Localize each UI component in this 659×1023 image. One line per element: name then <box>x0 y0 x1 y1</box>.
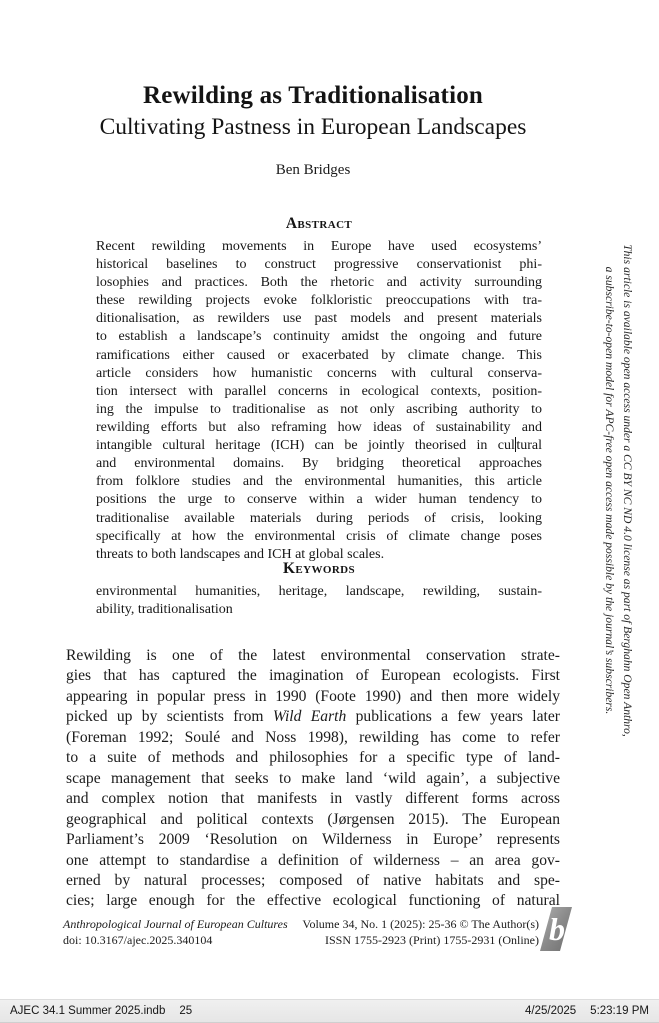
text-line: these rewilding projects evoke folkloristic preoccupations with tra- <box>96 293 542 309</box>
text-line: intangible cultural heritage (ICH) can be jointly theorised in cul tural <box>96 438 542 454</box>
text-line: ability, traditionalisation <box>96 602 233 618</box>
issn-text: ISSN 1755-2923 (Print) 1755-2931 (Online) <box>325 932 539 947</box>
text-line: traditionalise available materials during periods of crisis, looking <box>96 510 542 526</box>
text-line: historical baselines to construct progressive conservationist phi- <box>96 257 542 273</box>
article-body-paragraph <box>66 646 560 912</box>
open-access-note-line2: a subscribe-to-open model for APC-free open access made possible by the journal’s subscribers. <box>603 266 617 715</box>
journal-footer <box>63 917 539 948</box>
text-line: one attempt to standardise a definition of wilderness – an area gov- <box>66 851 560 869</box>
text-line: positions the urge to conserve within a wider human tendency to <box>96 492 542 508</box>
open-access-side-note <box>600 168 636 813</box>
doi-text: doi: 10.3167/ajec.2025.340104 <box>63 932 213 947</box>
article-author: Ben Bridges <box>275 162 351 178</box>
text-line: erned by natural processes; composed of native habitats and spe- <box>66 871 560 889</box>
text-line: and environmental domains. By bridging theoretical approaches <box>96 456 542 472</box>
text-line: article considers how humanistic concerns with cultural conserva- <box>96 365 542 381</box>
open-access-note-line1: This article is available open access under a CC BY NC ND 4.0 license as part of Berghahn Open Anthro, <box>621 244 634 737</box>
abstract-text <box>96 238 542 564</box>
text-line: gies that has captured the imagination of European ecologists. First <box>66 667 560 685</box>
text-line: scape management that seeks to make land ‘wild again’, a subjective <box>66 769 560 787</box>
text-line: appearing in popular press in 1990 (Foote 1990) and then more widely <box>66 687 560 705</box>
text-line: ing the impulse to traditionalise as not only ascribing authority to <box>96 401 542 417</box>
text-line: threats to both landscapes and ICH at global scales. <box>96 546 385 562</box>
text-line: cies; large enough for the effective ecological functioning of natural <box>66 892 560 910</box>
text-line: specifically at how the environmental crisis of climate change poses <box>96 528 542 544</box>
text-line: and complex notion that manifests in vastly different forms across <box>66 790 560 808</box>
berghahn-logo-icon <box>540 907 572 951</box>
keywords-section <box>96 560 542 619</box>
text-line: to establish a landscape’s continuity amidst the ongoing and future <box>96 329 542 345</box>
slug-filename-page <box>10 1005 192 1017</box>
abstract-heading: Abstract <box>285 215 353 232</box>
text-line: ramifications either caused or exacerbated by climate change. This <box>96 347 542 363</box>
slug-filename: AJEC 34.1 Summer 2025.indb <box>10 1005 166 1017</box>
text-line: losophies and practices. Both the rhetoric and activity surrounding <box>96 275 542 291</box>
document-slug-bar <box>0 999 659 1023</box>
text-line: geographical and political contexts (Jørgensen 2015). The European <box>66 810 560 828</box>
text-line: rewilding efforts but also reframing how ideas of sustainability and <box>96 419 542 435</box>
slug-page-number: 25 <box>179 1005 193 1017</box>
journal-name: Anthropological Journal of European Cultures <box>63 917 288 931</box>
text-line: tion intersect with parallel concerns in ecological contexts, position- <box>96 383 542 399</box>
text-line: environmental humanities, heritage, landscape, rewilding, sustain- <box>96 584 542 599</box>
text-line: to a suite of methods and philosophies for a specific type of land- <box>66 749 560 767</box>
text-line: Parliament’s 2009 ‘Resolution on Wilderness in Europe’ represents <box>66 831 560 849</box>
slug-date: 4/25/2025 <box>525 1005 577 1017</box>
volume-info: Volume 34, No. 1 (2025): 25-36 © The Author(s) <box>302 917 539 931</box>
article-title: Rewilding as Traditionalisation <box>142 82 484 109</box>
text-line: picked up by scientists from Wild Earth publications a few years later <box>66 708 560 726</box>
text-line: Rewilding is one of the latest environmental conservation strate- <box>66 647 560 664</box>
keywords-text <box>96 583 542 619</box>
keywords-heading: Keywords <box>282 560 356 577</box>
text-line: ditionalisation, as rewilders use past models and present materials <box>96 311 542 327</box>
logo-letter: b <box>549 911 565 947</box>
text-line: from folklore studies and the environmental humanities, this article <box>96 474 542 490</box>
article-subtitle: Cultivating Pastness in European Landscapes <box>99 114 527 140</box>
abstract-section <box>96 215 542 564</box>
text-line: (Foreman 1992; Soulé and Noss 1998), rewilding has come to refer <box>66 728 560 746</box>
text-line: Recent rewilding movements in Europe have used ecosystems’ <box>96 239 542 254</box>
slug-time: 5:23:19 PM <box>590 1005 649 1017</box>
slug-datetime <box>525 1005 649 1017</box>
